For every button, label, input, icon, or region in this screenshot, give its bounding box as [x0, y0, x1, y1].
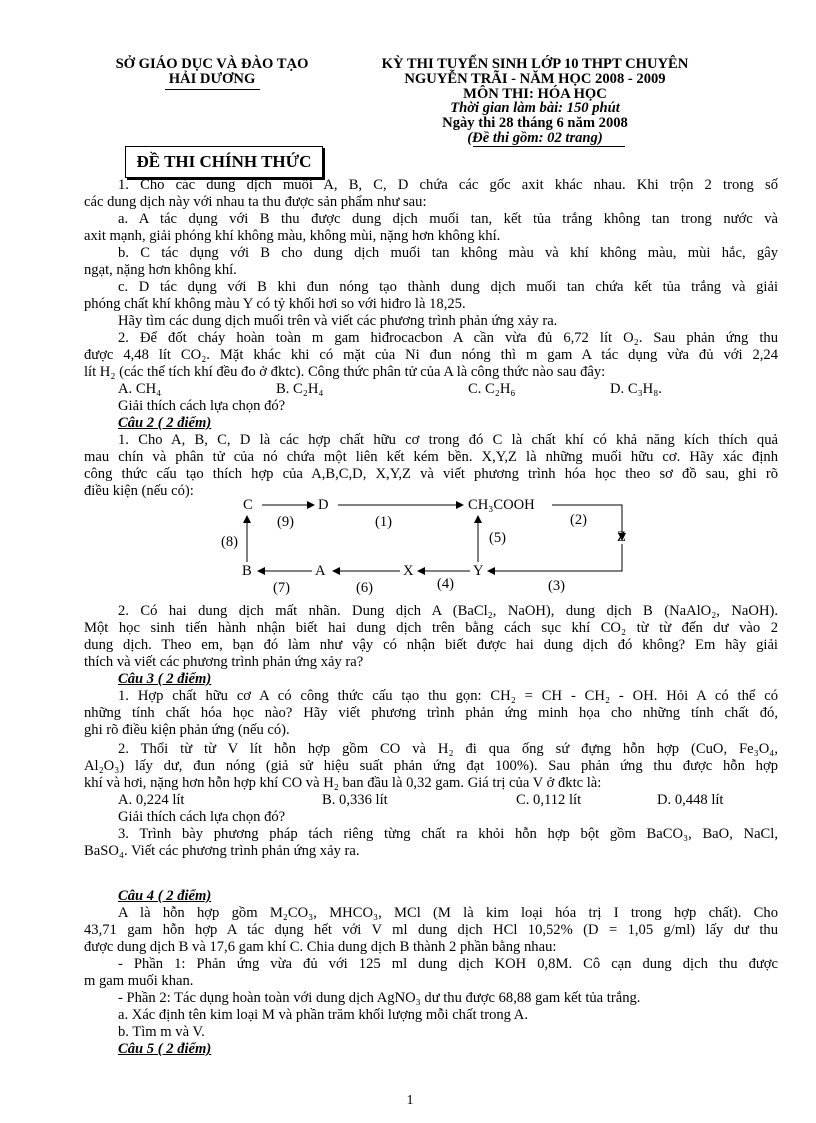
q4-line2: 43,71 gam hỗn hợp A tác dụng hết với V ml dung dịch HCl 10,52% (D = 1,05 g/ml) lấy dư thu: [84, 922, 778, 938]
q1-a-line1: a. A tác dụng với B thu được dung dịch muối tan, kết tủa trắng không tan trong nước và: [118, 211, 778, 227]
q3-option-b: B. 0,336 lít: [322, 792, 388, 808]
step-1: (1): [375, 514, 393, 530]
q2-part2-line3: dung dịch. Theo em, bạn đó làm như vậy có nhận biết được hai dung dịch đó không? Em hãy giải: [84, 637, 778, 653]
step-8: (8): [221, 534, 239, 550]
q1-ask: Hãy tìm các dung dịch muối trên và viết các phương trình phản ứng xảy ra.: [118, 313, 558, 329]
exam-date: Ngày thi 28 tháng 6 năm 2008: [442, 115, 628, 131]
q4-question-b: b. Tìm m và V.: [118, 1024, 205, 1040]
arrow-z-to-y: [488, 544, 622, 571]
q3-heading: Câu 3 ( 2 điểm): [118, 671, 212, 687]
official-exam-label: ĐỀ THI CHÍNH THỨC: [125, 146, 323, 178]
node-ch3cooh: CH₃COOH: [468, 497, 535, 513]
q3-option-a: A. 0,224 lít: [118, 792, 185, 808]
subject: MÔN THI: HÓA HỌC: [463, 86, 607, 102]
q2-part2-line2: Một học sinh tiến hành nhận biết hai dung dịch trên bằng cách sục khí CO₂ từ từ đến dư vào 2: [84, 620, 778, 636]
q1-option-c: C. C₂H₆: [468, 381, 516, 397]
q3-option-d: D. 0,448 lít: [657, 792, 724, 808]
q2-part2-line4: thích và viết các phương trình phản ứng xảy ra?: [84, 654, 364, 670]
q4-part1-line2: m gam muối khan.: [84, 973, 194, 989]
duration: Thời gian làm bài: 150 phút: [450, 100, 620, 116]
page-count: (Đề thi gồm: 02 trang): [467, 130, 603, 146]
q4-part2: - Phần 2: Tác dụng hoàn toàn với dung dịch AgNO₃ dư thu được 68,88 gam kết tủa trắng.: [118, 990, 641, 1006]
q2-part2-line1: 2. Có hai dung dịch mất nhãn. Dung dịch A (BaCl₂, NaOH), dung dịch B (NaAlO₂, NaOH).: [118, 603, 778, 619]
province-name: HẢI DƯƠNG: [168, 71, 256, 87]
q1-a-line2: axit mạnh, giải phóng khí không màu, không mùi, nặng hơn không khí.: [84, 228, 501, 244]
q2-part1-line4: điều kiện (nếu có):: [84, 483, 194, 499]
q3-part2-line3: khí và hơi, nặng hơn hỗn hợp khí CO và H₂ ban đầu là 0,32 gam. Giá trị của V ở đktc là:: [84, 775, 602, 791]
school-year: NGUYỄN TRÃI - NĂM HỌC 2008 - 2009: [404, 71, 666, 87]
node-d: D: [318, 497, 329, 513]
node-b: B: [242, 563, 252, 579]
step-3: (3): [548, 578, 566, 594]
q3-part3-line1: 3. Trình bày phương pháp tách riêng từng chất ra khỏi hỗn hợp bột gồm BaCO₃, BaO, NaCl,: [118, 826, 778, 842]
q1-explain: Giải thích cách lựa chọn đó?: [118, 398, 286, 414]
step-2: (2): [570, 512, 588, 528]
page-number: 1: [406, 1093, 414, 1108]
node-x: X: [403, 563, 414, 579]
q4-line3: được dung dịch B và 17,6 gam khí C. Chia dung dịch B thành 2 phần bằng nhau:: [84, 939, 557, 955]
node-a: A: [315, 563, 326, 579]
q1-b-line1: b. C tác dụng với B cho dung dịch muối tan không màu và khí không màu, mùi hắc, gây: [118, 245, 778, 261]
q1-option-d: D. C₃H₈.: [610, 381, 662, 397]
q4-heading: Câu 4 ( 2 điểm): [118, 888, 212, 904]
q1-option-b: B. C₂H₄: [276, 381, 324, 397]
q2-heading: Câu 2 ( 2 điểm): [118, 415, 212, 431]
node-y: Y: [473, 563, 484, 579]
q1-part2-line3: lít H₂ (các thể tích khí đều đo ở đktc). Công thức phân tử của A là công thức nào sau đây:: [84, 364, 606, 380]
q3-part3-line2: BaSO₄. Viết các phương trình phản ứng xảy ra.: [84, 843, 360, 859]
q4-line1: A là hỗn hợp gồm M₂CO₃, MHCO₃, MCl (M là kim loại hóa trị I trong hợp chất). Cho: [118, 905, 778, 921]
q1-c-line2: phóng chất khí không màu Y có tỷ khối hơi so với hiđro là 18,25.: [84, 296, 466, 312]
q1-part2-line1: 2. Để đốt cháy hoàn toàn m gam hiđrocacbon A cần vừa đủ 6,72 lít O₂. Sau phản ứng thu: [118, 330, 778, 346]
q1-b-line2: ngạt, nặng hơn không khí.: [84, 262, 237, 278]
q2-part1-line3: công thức cấu tạo thích hợp của A,B,C,D, X,Y,Z và viết phương trình hóa học theo sơ đồ sau, ghi rõ: [84, 466, 778, 482]
node-z: Z: [617, 529, 626, 545]
q1-c-line1: c. D tác dụng với B khi đun nóng tạo thành dung dịch muối tan chứa kết tủa trắng và giải: [118, 279, 778, 295]
step-5: (5): [489, 530, 507, 546]
q4-part1-line1: - Phần 1: Phản ứng vừa đủ với 125 ml dung dịch KOH 0,8M. Cô cạn dung dịch thu được: [118, 956, 778, 972]
step-4: (4): [437, 576, 455, 592]
department-name: SỞ GIÁO DỤC VÀ ĐÀO TẠO: [115, 56, 309, 72]
q1-part2-line2: được 4,48 lít CO₂. Mặt khác khi có mặt của Ni đun nóng thì m gam A tác dụng vừa đủ với 2,24: [84, 347, 778, 363]
q2-part1-line1: 1. Cho A, B, C, D là các hợp chất hữu cơ trong đó C là chất khí có khả năng kích thích quả: [118, 432, 778, 448]
q1-part1-line2: các dung dịch này với nhau ta thu được sản phẩm như sau:: [84, 194, 427, 210]
q3-part1-line1: 1. Hợp chất hữu cơ A có công thức cấu tạo thu gọn: CH₂ = CH - CH₂ - OH. Hỏi A có thể có: [118, 688, 778, 704]
q2-part1-line2: mau chín và phân tử của nó chứa một liên kết kém bền. X,Y,Z là những muối hữu cơ. Hãy xác định: [84, 449, 778, 465]
q3-part1-line3: ghi rõ điều kiện phản ứng (nếu có).: [84, 722, 290, 738]
exam-title: KỲ THI TUYỂN SINH LỚP 10 THPT CHUYÊN: [381, 56, 689, 72]
step-6: (6): [356, 580, 374, 596]
q4-question-a: a. Xác định tên kim loại M và phần trăm khối lượng mỗi chất trong A.: [118, 1007, 528, 1023]
q5-heading: Câu 5 ( 2 điểm): [118, 1041, 212, 1057]
q3-option-c: C. 0,112 lít: [516, 792, 582, 808]
q3-part2-line2: Al₂O₃) lấy dư, đun nóng (giả sử hiệu suất phản ứng đạt 100%). Sau phản ứng thu được hỗn hợp: [84, 758, 778, 774]
q1-option-a: A. CH₄: [118, 381, 162, 397]
step-9: (9): [277, 514, 295, 530]
q1-part1-line1: 1. Cho các dung dịch muối A, B, C, D chứa các gốc axit khác nhau. Khi trộn 2 trong số: [118, 177, 778, 193]
q3-part2-line1: 2. Thổi từ từ V lít hỗn hợp gồm CO và H₂ đi qua ống sứ đựng hỗn hợp (CuO, Fe₃O₄,: [118, 741, 778, 757]
step-7: (7): [273, 580, 291, 596]
node-c: C: [243, 497, 253, 513]
q3-part1-line2: những tính chất hóa học nào? Hãy viết phương trình phản ứng minh họa cho những tính chất đó,: [84, 705, 778, 721]
q3-explain: Giải thích cách lựa chọn đó?: [118, 809, 286, 825]
